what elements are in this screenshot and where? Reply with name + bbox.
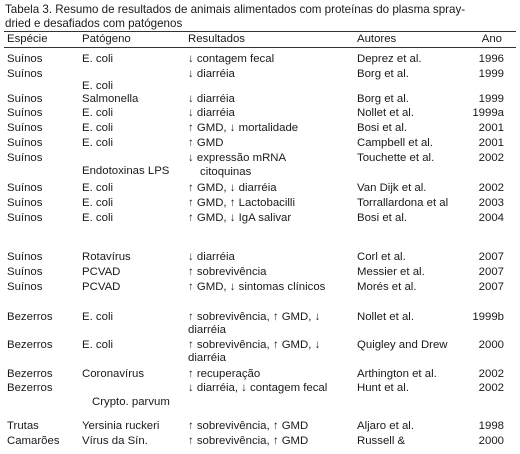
cell-resultados: ↓ diarréia <box>188 107 235 119</box>
table-caption-line-1: Tabela 3. Resumo de resultados de animais alimentados com proteínas do plasma spray- <box>5 3 466 16</box>
cell-ano: 2002 <box>478 368 504 380</box>
cell-ano: 2001 <box>478 122 504 134</box>
cell-autores: Torrallardona et al <box>357 197 449 209</box>
cell-patogeno: Crypto. parvum <box>92 396 170 408</box>
cell-ano: 1999b <box>472 311 504 323</box>
column-header-autores: Autores <box>357 33 397 45</box>
cell-especie: Suínos <box>7 53 43 65</box>
cell-patogeno: E. coli <box>82 53 114 65</box>
cell-resultados: ↑ sobrevivência, ↑ GMD <box>188 420 309 432</box>
column-header-especie: Espécie <box>7 33 48 45</box>
cell-patogeno: PCVAD <box>82 281 121 293</box>
cell-patogeno: Vírus da Sín. <box>82 435 148 447</box>
cell-autores: Bosi et al. <box>357 212 408 224</box>
cell-resultados: ↑ sobrevivência, ↑ GMD, ↓ <box>188 339 321 351</box>
cell-autores: Hunt et al. <box>357 382 409 394</box>
cell-resultados: ↓ contagem fecal <box>188 53 275 65</box>
cell-ano: 2007 <box>478 281 504 293</box>
cell-ano: 2000 <box>478 435 504 447</box>
cell-especie: Suínos <box>7 137 43 149</box>
table-caption-line-2: dried e desafiados com patógenos <box>5 17 183 30</box>
column-header-ano: Ano <box>481 33 502 45</box>
column-header-patogeno: Patógeno <box>82 33 131 45</box>
cell-autores: Bosi et al. <box>357 122 408 134</box>
cell-patogeno: E. coli <box>82 137 114 149</box>
cell-patogeno: E. coli <box>82 107 114 119</box>
cell-especie: Camarões <box>7 435 60 447</box>
cell-resultados: ↑ GMD, ↓ mortalidade <box>188 122 299 134</box>
cell-resultados: ↑ recuperação <box>188 368 261 380</box>
cell-ano: 1996 <box>478 53 504 65</box>
cell-patogeno: E. coli <box>82 197 114 209</box>
cell-ano: 2002 <box>478 182 504 194</box>
cell-ano: 2007 <box>478 251 504 263</box>
cell-patogeno: Coronavírus <box>82 368 145 380</box>
cell-especie: Suínos <box>7 107 43 119</box>
cell-patogeno: E. coli <box>82 212 114 224</box>
cell-ano: 2000 <box>478 339 504 351</box>
cell-ano: 1999 <box>478 68 504 80</box>
cell-especie: Bezerros <box>7 311 53 323</box>
cell-especie: Suínos <box>7 266 43 278</box>
cell-patogeno: PCVAD <box>82 266 121 278</box>
cell-resultados: ↑ sobrevivência <box>188 266 267 278</box>
cell-autores: Aljaro et al. <box>357 420 414 432</box>
cell-especie: Suínos <box>7 93 43 105</box>
cell-ano: 1999 <box>478 93 504 105</box>
cell-ano: 2007 <box>478 266 504 278</box>
cell-ano: 2003 <box>478 197 504 209</box>
cell-resultados: ↓ diarréia <box>188 93 235 105</box>
cell-resultados: ↑ GMD, ↑ Lactobacilli <box>188 197 295 209</box>
cell-resultados: ↑ GMD, ↓ sintomas clínicos <box>188 281 326 293</box>
column-header-resultados: Resultados <box>188 33 245 45</box>
cell-especie: Suínos <box>7 281 43 293</box>
cell-autores: Borg et al. <box>357 93 409 105</box>
cell-especie: Bezerros <box>7 339 53 351</box>
cell-resultados: ↑ GMD, ↓ IgA salivar <box>188 212 292 224</box>
cell-autores: Nollet et al. <box>357 107 414 119</box>
cell-ano: 2004 <box>478 212 504 224</box>
cell-especie: Suínos <box>7 182 43 194</box>
cell-resultados: ↓ diarréia <box>188 68 235 80</box>
cell-autores: Borg et al. <box>357 68 409 80</box>
cell-patogeno: E. coli <box>82 182 114 194</box>
cell-ano: 1998 <box>478 420 504 432</box>
cell-autores: Quigley and Drew <box>357 339 448 351</box>
cell-patogeno: Salmonella <box>82 93 139 105</box>
cell-patogeno: E. coli <box>82 80 114 92</box>
table-top-rule <box>4 31 516 32</box>
cell-resultados: ↓ diarréia <box>188 251 235 263</box>
cell-resultados: citoquinas <box>200 166 252 178</box>
cell-ano: 1999a <box>472 107 504 119</box>
cell-patogeno: Rotavírus <box>82 251 131 263</box>
cell-autores: Corl et al. <box>357 251 406 263</box>
cell-autores: Nollet et al. <box>357 311 414 323</box>
cell-autores: Morés et al. <box>357 281 417 293</box>
cell-patogeno: Endotoxinas LPS <box>82 165 170 177</box>
cell-autores: Russell & <box>357 435 406 447</box>
cell-especie: Trutas <box>7 420 39 432</box>
cell-especie: Bezerros <box>7 382 53 394</box>
cell-resultados: ↓ diarréia, ↓ contagem fecal <box>188 382 328 394</box>
cell-patogeno: E. coli <box>82 339 114 351</box>
cell-especie: Suínos <box>7 122 43 134</box>
cell-resultados: ↑ sobrevivência, ↑ GMD <box>188 435 309 447</box>
cell-autores: Campbell et al. <box>357 137 433 149</box>
cell-ano: 2002 <box>478 382 504 394</box>
cell-especie: Suínos <box>7 152 43 164</box>
cell-especie: Suínos <box>7 251 43 263</box>
cell-resultados: diarréia <box>188 352 226 364</box>
cell-autores: Van Dijk et al. <box>357 182 427 194</box>
cell-autores: Touchette et al. <box>357 152 435 164</box>
cell-patogeno: E. coli <box>82 122 114 134</box>
cell-especie: Suínos <box>7 68 43 80</box>
cell-resultados: diarréia <box>188 324 226 336</box>
cell-especie: Suínos <box>7 197 43 209</box>
cell-resultados: ↑ GMD, ↓ diarréia <box>188 182 277 194</box>
cell-resultados: ↓ expressão mRNA <box>188 152 287 164</box>
cell-patogeno: E. coli <box>82 311 114 323</box>
cell-resultados: ↑ sobrevivência, ↑ GMD, ↓ <box>188 311 321 323</box>
table-header-rule <box>4 47 516 48</box>
cell-especie: Suínos <box>7 212 43 224</box>
cell-especie: Bezerros <box>7 368 53 380</box>
cell-autores: Arthington et al. <box>357 368 437 380</box>
cell-ano: 2001 <box>478 137 504 149</box>
cell-ano: 2002 <box>478 152 504 164</box>
cell-autores: Messier et al. <box>357 266 425 278</box>
cell-autores: Deprez et al. <box>357 53 422 65</box>
cell-patogeno: Yersinia ruckeri <box>82 420 160 432</box>
cell-resultados: ↑ GMD <box>188 137 224 149</box>
